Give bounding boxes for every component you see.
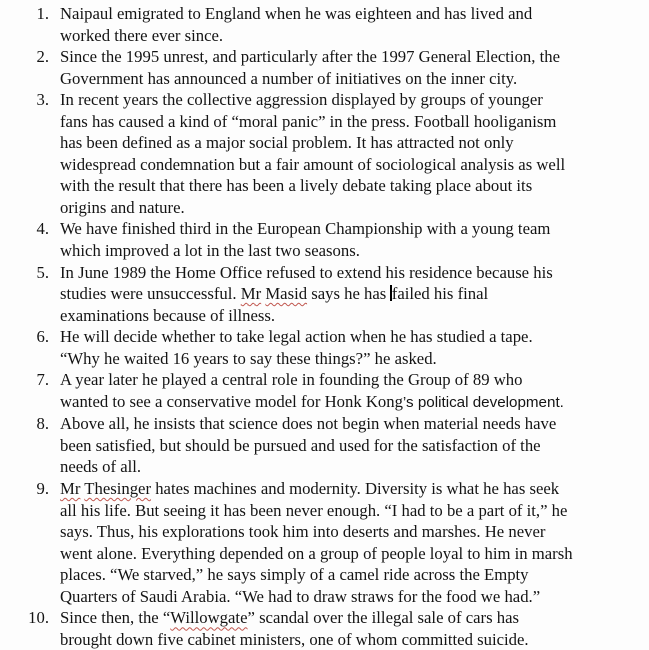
list-item-text: [60, 46, 560, 89]
text-segment: widespread condemnation but a fair amount of sociological analysis as well: [60, 154, 566, 174]
list-item-number: 6.: [36, 327, 49, 347]
text-segment: needs of all.: [60, 457, 142, 477]
misspelled-word: Willowgate: [170, 608, 248, 628]
text-segment: fans has caused a kind of “moral panic” in the press. Football hooliganism: [60, 111, 557, 131]
list-item: [0, 369, 649, 413]
text-segment: Quarters of Saudi Arabia. “We had to draw straws for the food we had.”: [60, 586, 541, 606]
text-line[interactable]: [60, 607, 529, 629]
text-segment: Naipaul emigrated to England when he was eighteen and has lived and: [60, 4, 533, 23]
text-segment: brought down five cabinet ministers, one of whom committed suicide.: [60, 629, 529, 649]
text-segment: Since the 1995 unrest, and particularly after the 1997 General Election, the: [60, 47, 560, 67]
text-line[interactable]: [60, 197, 565, 219]
text-segment: Since then, the “: [60, 608, 171, 628]
list-item-text: [60, 607, 529, 650]
misspelled-word: Thesinger: [84, 479, 152, 499]
text-line[interactable]: [60, 348, 533, 370]
text-segment: all his life. But seeing it has been never enough. “I had to be a part of it,” he: [60, 500, 568, 520]
text-line[interactable]: [60, 326, 533, 348]
list-item-text: [60, 89, 565, 218]
text-segment: hates machines and modernity. Diversity is what he has seek: [151, 479, 560, 499]
text-segment: In recent years the collective aggression displayed by groups of younger: [60, 90, 543, 110]
list-item-text: [60, 218, 550, 261]
list-item-number: 9.: [36, 479, 49, 499]
text-segment: A year later he played a central role in founding the Group of 89 who: [60, 370, 523, 390]
text-line[interactable]: [60, 564, 573, 586]
text-line[interactable]: [60, 521, 573, 543]
text-segment: with the result that there has been a lively debate taking place about its: [60, 176, 533, 196]
text-line[interactable]: [60, 391, 564, 414]
text-segment: has been defined as a major social problem. It has attracted not only: [60, 133, 514, 153]
text-segment: been satisfied, but should be pursued and used for the satisfaction of the: [60, 435, 541, 455]
text-segment: failed his final: [391, 284, 489, 304]
list-item-text: [60, 3, 532, 46]
text-segment: ” scandal over the illegal sale of cars has: [247, 608, 519, 628]
list-item-text: [60, 413, 556, 478]
text-line[interactable]: [60, 435, 556, 457]
list-item-number: 1.: [36, 4, 49, 23]
text-segment: wanted to see a conservative model for Honk Kong: [60, 391, 403, 411]
list-item: [0, 89, 649, 218]
list-item-number: 7.: [36, 370, 49, 390]
text-segment: which improved a lot in the last two seasons.: [60, 241, 360, 261]
text-segment: origins and nature.: [60, 197, 185, 217]
list-item: [0, 3, 649, 46]
misspelled-word: Masid: [265, 284, 308, 304]
text-segment: places. “We starved,” he says simply of a camel ride across the Empty: [60, 565, 529, 585]
text-line[interactable]: [60, 46, 560, 68]
text-line[interactable]: [60, 3, 532, 25]
text-line[interactable]: [60, 175, 565, 197]
text-line[interactable]: [60, 543, 573, 565]
list-item-number: 10.: [28, 608, 49, 628]
list-item: [0, 46, 649, 89]
text-segment: “Why he waited 16 years to say these things?” he asked.: [60, 348, 437, 368]
text-segment: studies were unsuccessful.: [60, 284, 241, 304]
list-item: [0, 478, 649, 607]
text-segment: In June 1989 the Home Office refused to extend his residence because his: [60, 262, 553, 282]
text-segment: ’s political development.: [402, 393, 564, 411]
text-line[interactable]: [60, 500, 573, 522]
text-line[interactable]: [60, 262, 553, 284]
text-line[interactable]: [60, 413, 556, 435]
list-item: [0, 607, 649, 650]
list-item: [0, 262, 649, 327]
text-line[interactable]: [60, 132, 565, 154]
text-line[interactable]: [60, 586, 573, 608]
list-item-text: [60, 478, 573, 607]
misspelled-word: Mr: [60, 479, 81, 499]
text-segment: We have finished third in the European Championship with a young team: [60, 219, 551, 239]
list-item-number: 3.: [36, 90, 49, 110]
text-line[interactable]: [60, 68, 560, 90]
list-item: [0, 218, 649, 261]
list-item-number: 5.: [36, 262, 49, 282]
text-segment: says. Thus, his explorations took him into deserts and marshes. He never: [60, 522, 546, 542]
text-segment: examinations because of illness.: [60, 305, 276, 325]
text-line[interactable]: [60, 240, 550, 262]
text-segment: worked there ever since.: [60, 25, 224, 45]
numbered-list: [0, 3, 649, 650]
text-segment: He will decide whether to take legal action when he has studied a tape.: [60, 327, 533, 347]
text-line[interactable]: [60, 478, 573, 500]
text-line[interactable]: [60, 218, 550, 240]
list-item-text: [60, 326, 533, 369]
text-segment: went alone. Everything depended on a group of people loyal to him in marsh: [60, 543, 573, 563]
list-item-number: 8.: [36, 414, 49, 434]
text-line[interactable]: [60, 369, 564, 391]
list-item: [0, 326, 649, 369]
text-line[interactable]: [60, 305, 553, 327]
text-segment: says he has: [307, 284, 391, 304]
text-line[interactable]: [60, 283, 553, 305]
list-item-text: [60, 369, 564, 413]
text-line[interactable]: [60, 89, 565, 111]
text-line[interactable]: [60, 25, 532, 47]
text-line[interactable]: [60, 111, 565, 133]
text-line[interactable]: [60, 456, 556, 478]
misspelled-word: Mr: [240, 284, 262, 304]
list-item-number: 2.: [36, 47, 49, 67]
list-item-number: 4.: [36, 219, 49, 239]
text-segment: Government has announced a number of initiatives on the inner city.: [60, 68, 518, 88]
text-segment: Above all, he insists that science does not begin when material needs have: [60, 414, 557, 434]
list-item: [0, 413, 649, 478]
list-item-text: [60, 262, 553, 327]
text-line[interactable]: [60, 154, 565, 176]
